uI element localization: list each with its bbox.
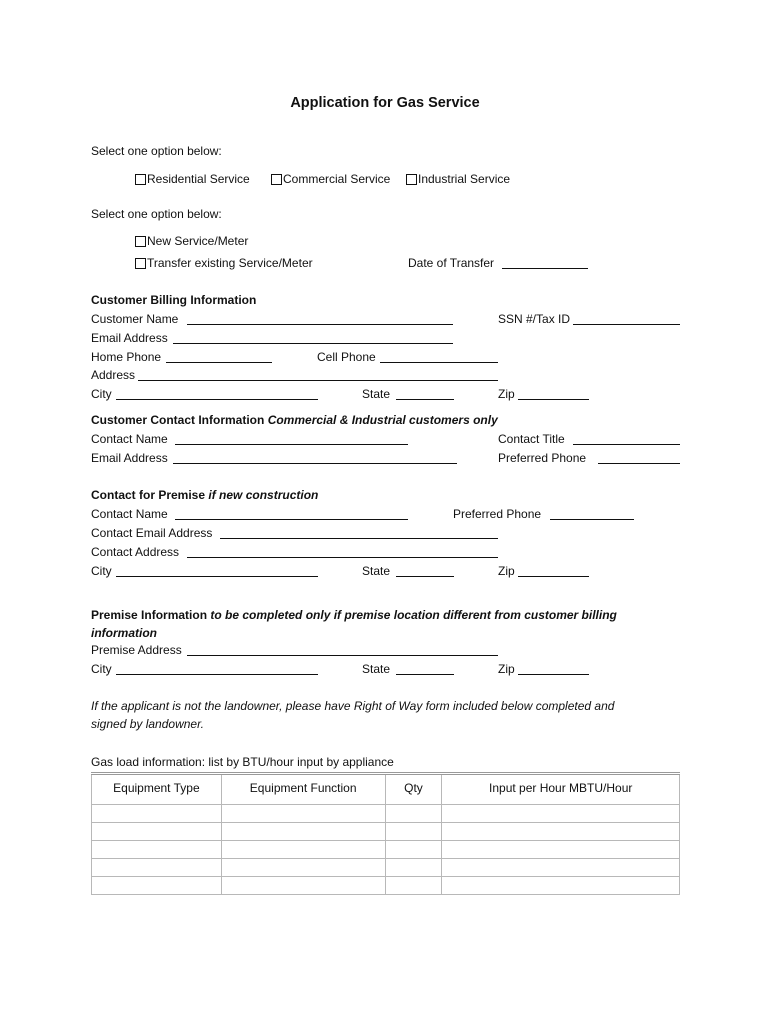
- billing-state-label: State: [362, 387, 391, 401]
- premise-contact-city-field[interactable]: [116, 576, 318, 577]
- premise-contact-address-field[interactable]: [187, 557, 498, 558]
- premise-zip-label: Zip: [498, 662, 515, 676]
- premise-contact-email-field[interactable]: [220, 538, 498, 539]
- billing-email-label: Email Address: [91, 331, 168, 345]
- new-service-option[interactable]: [135, 234, 248, 248]
- table-row: [92, 841, 680, 859]
- premise-contact-heading: [91, 488, 318, 502]
- premise-info-heading-text: Premise Information: [91, 608, 208, 622]
- transfer-service-checkbox[interactable]: [135, 258, 146, 269]
- landowner-note-line2: signed by landowner.: [91, 717, 204, 731]
- table-cell[interactable]: [442, 877, 680, 895]
- gas-load-table: [91, 772, 680, 895]
- home-phone-label: Home Phone: [91, 350, 162, 364]
- premise-city-field[interactable]: [116, 674, 318, 675]
- industrial-checkbox[interactable]: [406, 174, 417, 185]
- transfer-service-label: Transfer existing Service/Meter: [147, 256, 313, 270]
- billing-heading: Customer Billing Information: [91, 293, 257, 307]
- billing-address-field[interactable]: [138, 380, 498, 381]
- table-cell[interactable]: [442, 823, 680, 841]
- residential-checkbox[interactable]: [135, 174, 146, 185]
- table-row: [92, 859, 680, 877]
- table-cell[interactable]: [385, 859, 442, 877]
- billing-email-field[interactable]: [173, 343, 453, 344]
- page-title: Application for Gas Service: [290, 95, 480, 111]
- contact-heading-text: Customer Contact Information: [91, 413, 265, 427]
- table-cell[interactable]: [442, 859, 680, 877]
- billing-zip-field[interactable]: [518, 399, 589, 400]
- table-cell[interactable]: [385, 823, 442, 841]
- col-equipment-type: Equipment Type: [92, 774, 222, 805]
- premise-contact-heading-note: if new construction: [208, 488, 319, 502]
- table-cell[interactable]: [92, 877, 222, 895]
- date-of-transfer-field[interactable]: [502, 268, 588, 269]
- industrial-option[interactable]: [406, 172, 510, 186]
- table-cell[interactable]: [92, 805, 222, 823]
- contact-title-label: Contact Title: [498, 432, 565, 446]
- table-cell[interactable]: [221, 823, 385, 841]
- table-row: [92, 823, 680, 841]
- table-cell[interactable]: [385, 841, 442, 859]
- premise-info-heading: [91, 608, 617, 622]
- commercial-checkbox[interactable]: [271, 174, 282, 185]
- industrial-label: Industrial Service: [418, 172, 511, 186]
- premise-info-heading-note: to be completed only if premise location different from customer billing: [210, 608, 617, 622]
- commercial-label: Commercial Service: [283, 172, 391, 186]
- contact-preferred-phone-field[interactable]: [598, 463, 680, 464]
- new-service-label: New Service/Meter: [147, 234, 249, 248]
- premise-info-heading-note-cont: information: [91, 626, 157, 640]
- transfer-service-option[interactable]: [135, 256, 313, 270]
- table-cell[interactable]: [221, 805, 385, 823]
- table-cell[interactable]: [92, 859, 222, 877]
- premise-contact-name-field[interactable]: [175, 519, 408, 520]
- premise-city-label: City: [91, 662, 112, 676]
- ssn-field[interactable]: [573, 324, 680, 325]
- service-type-prompt: Select one option below:: [91, 144, 222, 158]
- date-of-transfer-label: Date of Transfer: [408, 256, 495, 270]
- contact-name-field[interactable]: [175, 444, 408, 445]
- premise-state-label: State: [362, 662, 391, 676]
- col-equipment-function: Equipment Function: [221, 774, 385, 805]
- cell-phone-field[interactable]: [380, 362, 498, 363]
- home-phone-field[interactable]: [166, 362, 272, 363]
- col-input-per-hour: Input per Hour MBTU/Hour: [442, 774, 680, 805]
- contact-heading: [91, 413, 498, 427]
- premise-contact-state-label: State: [362, 564, 391, 578]
- table-cell[interactable]: [221, 859, 385, 877]
- cell-phone-label: Cell Phone: [317, 350, 376, 364]
- table-cell[interactable]: [221, 841, 385, 859]
- contact-name-label: Contact Name: [91, 432, 168, 446]
- table-cell[interactable]: [385, 805, 442, 823]
- premise-contact-zip-label: Zip: [498, 564, 515, 578]
- premise-contact-name-label: Contact Name: [91, 507, 168, 521]
- table-row: [92, 805, 680, 823]
- billing-zip-label: Zip: [498, 387, 515, 401]
- ssn-label: SSN #/Tax ID: [498, 312, 571, 326]
- contact-heading-note: Commercial & Industrial customers only: [267, 413, 498, 427]
- premise-zip-field[interactable]: [518, 674, 589, 675]
- gas-load-caption: Gas load information: list by BTU/hour input by appliance: [91, 755, 394, 769]
- contact-email-field[interactable]: [173, 463, 457, 464]
- premise-contact-zip-field[interactable]: [518, 576, 589, 577]
- customer-name-label: Customer Name: [91, 312, 179, 326]
- customer-name-field[interactable]: [187, 324, 453, 325]
- table-header-row: [92, 774, 680, 805]
- table-row: [92, 877, 680, 895]
- premise-state-field[interactable]: [396, 674, 454, 675]
- table-cell[interactable]: [442, 805, 680, 823]
- service-request-prompt: Select one option below:: [91, 207, 222, 221]
- table-cell[interactable]: [385, 877, 442, 895]
- table-cell[interactable]: [442, 841, 680, 859]
- residential-option[interactable]: [135, 172, 250, 186]
- premise-contact-address-label: Contact Address: [91, 545, 180, 559]
- premise-preferred-phone-field[interactable]: [550, 519, 634, 520]
- premise-contact-city-label: City: [91, 564, 112, 578]
- premise-address-label: Premise Address: [91, 643, 182, 657]
- contact-preferred-phone-label: Preferred Phone: [498, 451, 587, 465]
- residential-label: Residential Service: [147, 172, 250, 186]
- col-qty: Qty: [385, 774, 442, 805]
- premise-contact-email-label: Contact Email Address: [91, 526, 213, 540]
- billing-city-field[interactable]: [116, 399, 318, 400]
- billing-city-label: City: [91, 387, 112, 401]
- premise-contact-state-field[interactable]: [396, 576, 454, 577]
- table-cell[interactable]: [92, 823, 222, 841]
- commercial-option[interactable]: [271, 172, 390, 186]
- table-cell[interactable]: [221, 877, 385, 895]
- premise-address-field[interactable]: [187, 655, 498, 656]
- contact-title-field[interactable]: [573, 444, 680, 445]
- landowner-note-line1: If the applicant is not the landowner, please have Right of Way form included below completed and: [91, 699, 615, 713]
- billing-address-label: Address: [91, 368, 136, 382]
- premise-contact-heading-text: Contact for Premise: [91, 488, 206, 502]
- contact-email-label: Email Address: [91, 451, 168, 465]
- table-cell[interactable]: [92, 841, 222, 859]
- new-service-checkbox[interactable]: [135, 236, 146, 247]
- billing-state-field[interactable]: [396, 399, 454, 400]
- premise-preferred-phone-label: Preferred Phone: [453, 507, 542, 521]
